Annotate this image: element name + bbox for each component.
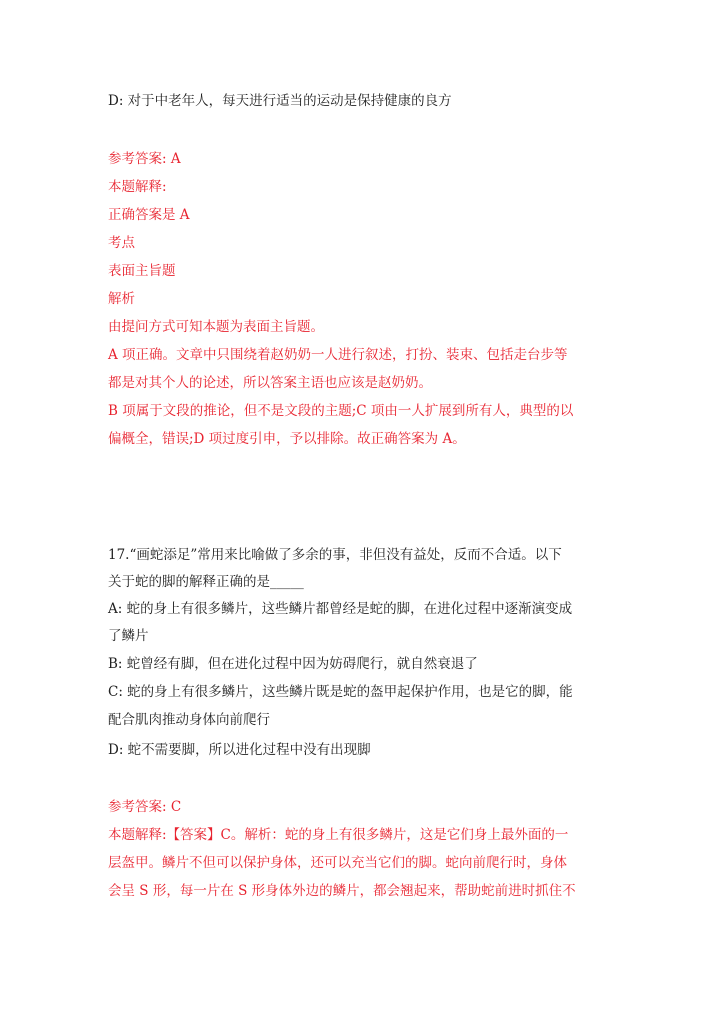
- prev-explanation-label: 本题解释:: [108, 179, 167, 195]
- prev-analysis-line: 由提问方式可知本题为表面主旨题。: [108, 319, 324, 335]
- q17-reference-answer: 参考答案: C: [108, 799, 182, 815]
- prev-analysis-line: 偏概全，错误;D 项过度引申，予以排除。故正确答案为 A。: [108, 431, 466, 447]
- q17-explanation-line: 会呈 S 形，每一片在 S 形身体外边的鳞片，都会翘起来，帮助蛇前进时抓住不: [108, 883, 576, 899]
- q17-option-line: B: 蛇曾经有脚，但在进化过程中因为妨碍爬行，就自然衰退了: [108, 656, 478, 672]
- prev-correct-answer: 正确答案是 A: [108, 207, 190, 223]
- prev-kaodian-value: 表面主旨题: [108, 263, 176, 279]
- prev-analysis-line: B 项属于文段的推论，但不是文段的主题;C 项由一人扩展到所有人，典型的以: [108, 403, 574, 419]
- prev-analysis-line: A 项正确。文章中只围绕着赵奶奶一人进行叙述，打扮、装束、包括走台步等: [108, 347, 568, 363]
- q17-stem-line: 17.“画蛇添足”常用来比喻做了多余的事，非但没有益处，反而不合适。以下: [108, 547, 562, 563]
- prev-analysis-line: 都是对其个人的论述，所以答案主语也应该是赵奶奶。: [108, 375, 432, 391]
- prev-analysis-label: 解析: [108, 291, 135, 307]
- q17-option-line: A: 蛇的身上有很多鳞片，这些鳞片都曾经是蛇的脚，在进化过程中逐渐演变成: [108, 601, 573, 617]
- prev-option-d: D: 对于中老年人，每天进行适当的运动是保持健康的良方: [108, 93, 452, 109]
- q17-stem-line: 关于蛇的脚的解释正确的是_____: [108, 574, 304, 590]
- prev-reference-answer: 参考答案: A: [108, 151, 181, 167]
- q17-option-line: C: 蛇的身上有很多鳞片，这些鳞片既是蛇的盔甲起保护作用，也是它的脚，能: [108, 684, 573, 700]
- q17-explanation-line: 本题解释:【答案】C。解析：蛇的身上有很多鳞片，这是它们身上最外面的一: [108, 827, 569, 843]
- prev-kaodian-label: 考点: [108, 235, 135, 251]
- q17-option-line: 配合肌肉推动身体向前爬行: [108, 712, 270, 728]
- q17-explanation-line: 层盔甲。鳞片不但可以保护身体，还可以充当它们的脚。蛇向前爬行时，身体: [108, 855, 567, 871]
- q17-option-line: 了鳞片: [108, 628, 149, 644]
- q17-option-line: D: 蛇不需要脚，所以进化过程中没有出现脚: [108, 742, 371, 758]
